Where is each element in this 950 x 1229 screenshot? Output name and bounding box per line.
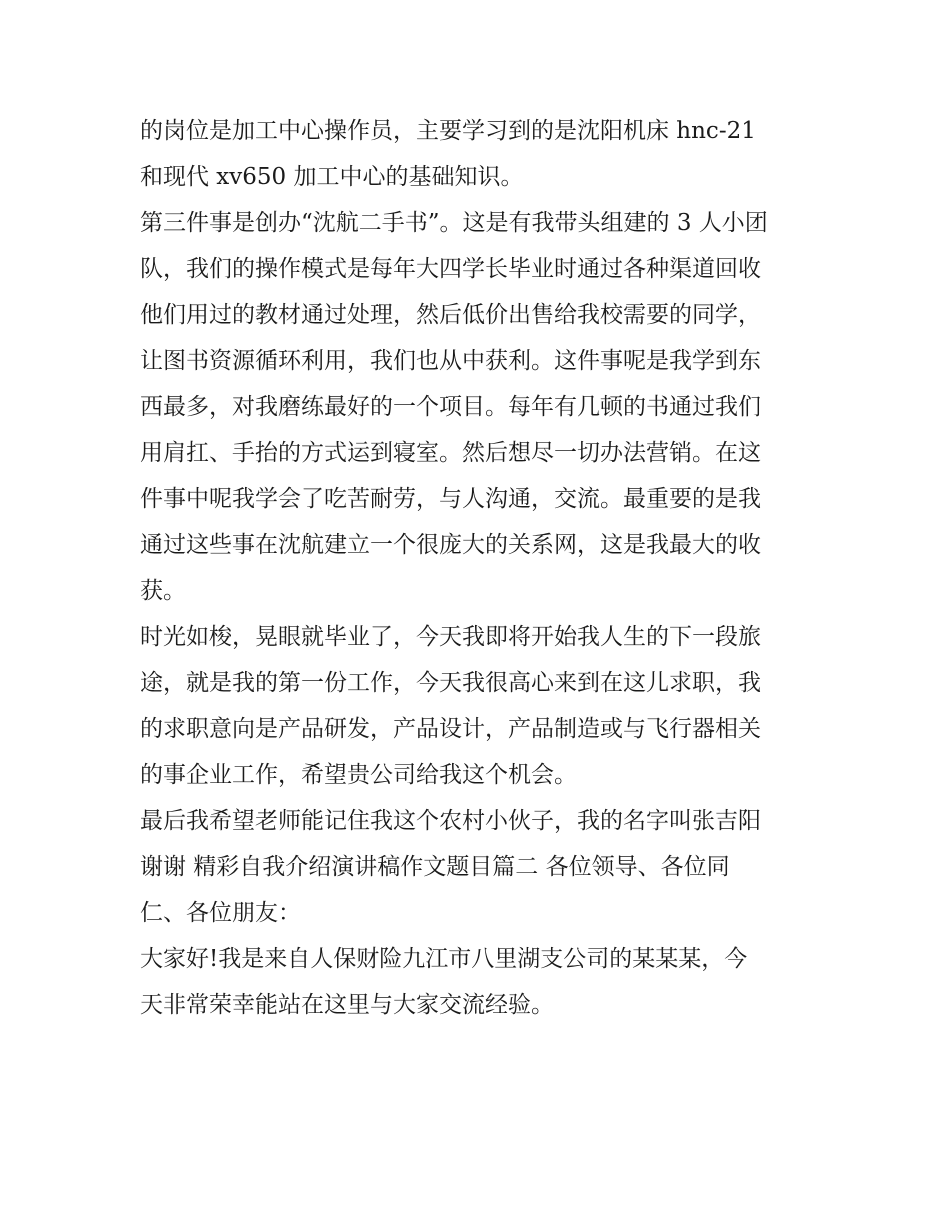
text-line-13: 途，就是我的第一份工作，今天我很高心来到在这儿求职，我 (140, 670, 761, 696)
text-line-4: 队，我们的操作模式是每年大四学长毕业时通过各种渠道回收 (140, 256, 761, 282)
text-line-14: 的求职意向是产品研发，产品设计，产品制造或与飞行器相关 (140, 716, 761, 742)
text-line-6: 让图书资源循环利用，我们也从中获利。这件事呢是我学到东 (140, 348, 761, 374)
text-line-12: 时光如梭，晃眼就毕业了，今天我即将开始我人生的下一段旅 (140, 624, 761, 650)
text-line-10: 通过这些事在沈航建立一个很庞大的关系网，这是我最大的收 (140, 532, 761, 558)
text-line-5: 他们用过的教材通过处理，然后低价出售给我校需要的同学， (140, 302, 761, 328)
text-line-20: 天非常荣幸能站在这里与大家交流经验。 (140, 992, 554, 1018)
text-line-19: 大家好!我是来自人保财险九江市八里湖支公司的某某某，今 (140, 946, 748, 972)
text-line-18: 仁、各位朋友： (140, 900, 301, 926)
text-line-9: 件事中呢我学会了吃苦耐劳，与人沟通，交流。最重要的是我 (140, 486, 761, 512)
text-line-15: 的事企业工作，希望贵公司给我这个机会。 (140, 762, 577, 788)
text-line-11: 获。 (140, 578, 186, 604)
text-line-17: 谢谢 精彩自我介绍演讲稿作文题目篇二 各位领导、各位同 (140, 854, 730, 880)
text-line-2: 和现代 xv650 加工中心的基础知识。 (140, 164, 524, 190)
text-line-16: 最后我希望老师能记住我这个农村小伙子，我的名字叫张吉阳 (140, 808, 761, 834)
text-line-3: 第三件事是创办“沈航二手书”。这是有我带头组建的 3 人小团 (140, 210, 768, 236)
text-line-8: 用肩扛、手抬的方式运到寝室。然后想尽一切办法营销。在这 (140, 440, 761, 466)
body-text (140, 108, 830, 1028)
text-line-7: 西最多，对我磨练最好的一个项目。每年有几顿的书通过我们 (140, 394, 761, 420)
text-line-1: 的岗位是加工中心操作员，主要学习到的是沈阳机床 hnc-21 (140, 118, 756, 144)
